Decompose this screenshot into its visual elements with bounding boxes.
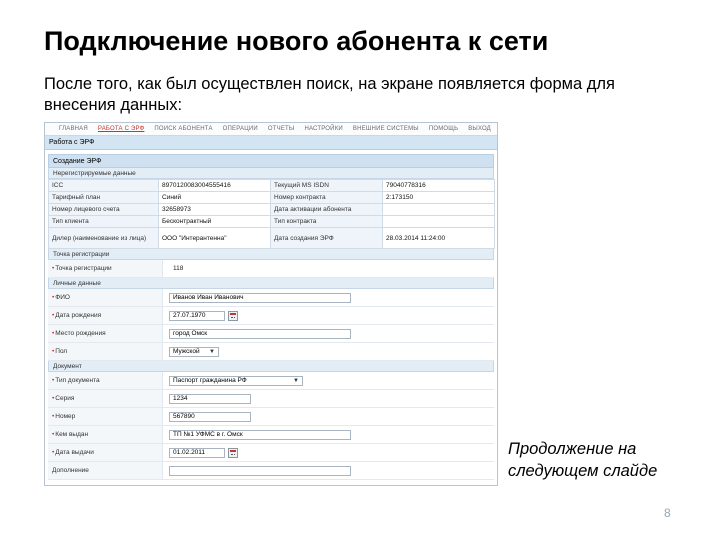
cell-value: 79040778316: [383, 180, 495, 192]
cell-label: Тарифный план: [49, 192, 159, 204]
fio-label: ФИО: [55, 294, 70, 301]
form-row-sex: [48, 343, 494, 361]
form-row-fio: [48, 289, 494, 307]
calendar-icon[interactable]: [228, 311, 238, 321]
panel-title: Работа с ЭРФ: [45, 136, 497, 150]
extra-input[interactable]: [169, 466, 351, 476]
required-marker: •: [52, 294, 55, 301]
series-input[interactable]: 1234: [169, 394, 251, 404]
form-row-birth-place: [48, 325, 494, 343]
issued-by-input[interactable]: ТП №1 УФМС в г. Омск: [169, 430, 351, 440]
calendar-icon[interactable]: [228, 448, 238, 458]
form-row-birth-date: [48, 307, 494, 325]
issued-by-label: Кем выдан: [55, 431, 89, 438]
birth-date-label: Дата рождения: [55, 312, 102, 319]
menu-item-reports[interactable]: ОТЧЕТЫ: [267, 126, 295, 132]
doc-type-label: Тип документа: [55, 377, 100, 384]
chevron-down-icon: ▼: [293, 377, 299, 384]
table-row: [49, 204, 495, 216]
cell-label: Тип контракта: [271, 216, 383, 228]
continuation-note: Продолжение на следующем слайде: [508, 440, 658, 480]
cell-value: [383, 204, 495, 216]
cell-label: Номер лицевого счета: [49, 204, 159, 216]
doc-type-select[interactable]: [169, 376, 303, 386]
cell-value: ООО "Интерантенна": [159, 228, 271, 249]
cell-label: ICC: [49, 180, 159, 192]
issue-date-label: Дата выдачи: [55, 449, 94, 456]
cell-label: Текущий MS ISDN: [271, 180, 383, 192]
number-label: Номер: [55, 413, 76, 420]
cell-value: 32658973: [159, 204, 271, 216]
cell-value: 2:173150: [383, 192, 495, 204]
cell-label: Тип клиента: [49, 216, 159, 228]
section-document: Документ: [48, 361, 494, 372]
number-input[interactable]: 567890: [169, 412, 251, 422]
extra-label: Дополнение: [52, 467, 89, 474]
slide-title: Подключение нового абонента к сети: [44, 26, 549, 56]
cell-value: 28.03.2014 11:24:00: [383, 228, 495, 249]
form-row-extra: [48, 462, 494, 480]
form-row-series: [48, 390, 494, 408]
form-row-issue-date: [48, 444, 494, 462]
cell-value: 8970120083004555416: [159, 180, 271, 192]
cell-value: Синий: [159, 192, 271, 204]
birth-place-input[interactable]: город Омск: [169, 329, 351, 339]
table-row: [49, 180, 495, 192]
registration-label: Точка регистрации: [55, 265, 112, 272]
cell-label: Номер контракта: [271, 192, 383, 204]
required-marker: •: [52, 312, 55, 319]
menu-item-exit[interactable]: ВЫХОД: [468, 126, 491, 132]
menu-item-help[interactable]: ПОМОЩЬ: [428, 126, 459, 132]
menu-item-operations[interactable]: ОПЕРАЦИИ: [222, 126, 258, 132]
form-row-issued-by: [48, 426, 494, 444]
panel-subtitle: Создание ЭРФ: [48, 154, 494, 168]
form-row-registration: [48, 260, 494, 278]
required-marker: •: [52, 449, 55, 456]
birth-date-input[interactable]: 27.07.1970: [169, 311, 225, 321]
menu-item-settings[interactable]: НАСТРОЙКИ: [304, 126, 343, 132]
table-row: [49, 216, 495, 228]
fio-input[interactable]: Иванов Иван Иванович: [169, 293, 351, 303]
required-marker: •: [52, 265, 55, 272]
cell-value: [383, 216, 495, 228]
form-row-number: [48, 408, 494, 426]
sex-label: Пол: [55, 348, 68, 355]
sex-select[interactable]: [169, 347, 219, 357]
chevron-down-icon: ▼: [209, 348, 215, 355]
menu-item-erf[interactable]: РАБОТА С ЭРФ: [97, 126, 145, 132]
table-row: [49, 228, 495, 249]
main-menu: [45, 123, 497, 136]
issue-date-input[interactable]: 01.02.2011: [169, 448, 225, 458]
cell-value: Бесконтрактный: [159, 216, 271, 228]
required-marker: •: [52, 395, 55, 402]
required-marker: •: [52, 413, 55, 420]
required-marker: •: [52, 330, 55, 337]
cell-label: Дата создания ЭРФ: [271, 228, 383, 249]
required-marker: •: [52, 377, 55, 384]
menu-item-home[interactable]: ГЛАВНАЯ: [59, 126, 88, 132]
form-row-doc-type: [48, 372, 494, 390]
required-marker: •: [52, 348, 55, 355]
general-info-table: [48, 179, 495, 249]
menu-item-external[interactable]: ВНЕШНИЕ СИСТЕМЫ: [352, 126, 419, 132]
section-general: Нерегистрируемые данные: [48, 168, 494, 179]
cell-label: Дилер (наименование из лица): [49, 228, 159, 249]
registration-value: 118: [173, 265, 184, 272]
table-row: [49, 192, 495, 204]
erf-form-screenshot: [44, 122, 498, 486]
slide-intro: После того, как был осуществлен поиск, на экране появляется форма для внесения данных:: [44, 75, 615, 114]
page-number: 8: [664, 506, 671, 520]
doc-type-select-value: Паспорт гражданина РФ: [173, 377, 247, 384]
menu-item-search[interactable]: ПОИСК АБОНЕНТА: [154, 126, 213, 132]
birth-place-label: Место рождения: [55, 330, 106, 337]
sex-select-value: Мужской: [173, 348, 200, 355]
series-label: Серия: [55, 395, 75, 402]
section-personal: Личные данные: [48, 278, 494, 289]
required-marker: •: [52, 431, 55, 438]
section-registration: Точка регистрации: [48, 249, 494, 260]
cell-label: Дата активации абонента: [271, 204, 383, 216]
